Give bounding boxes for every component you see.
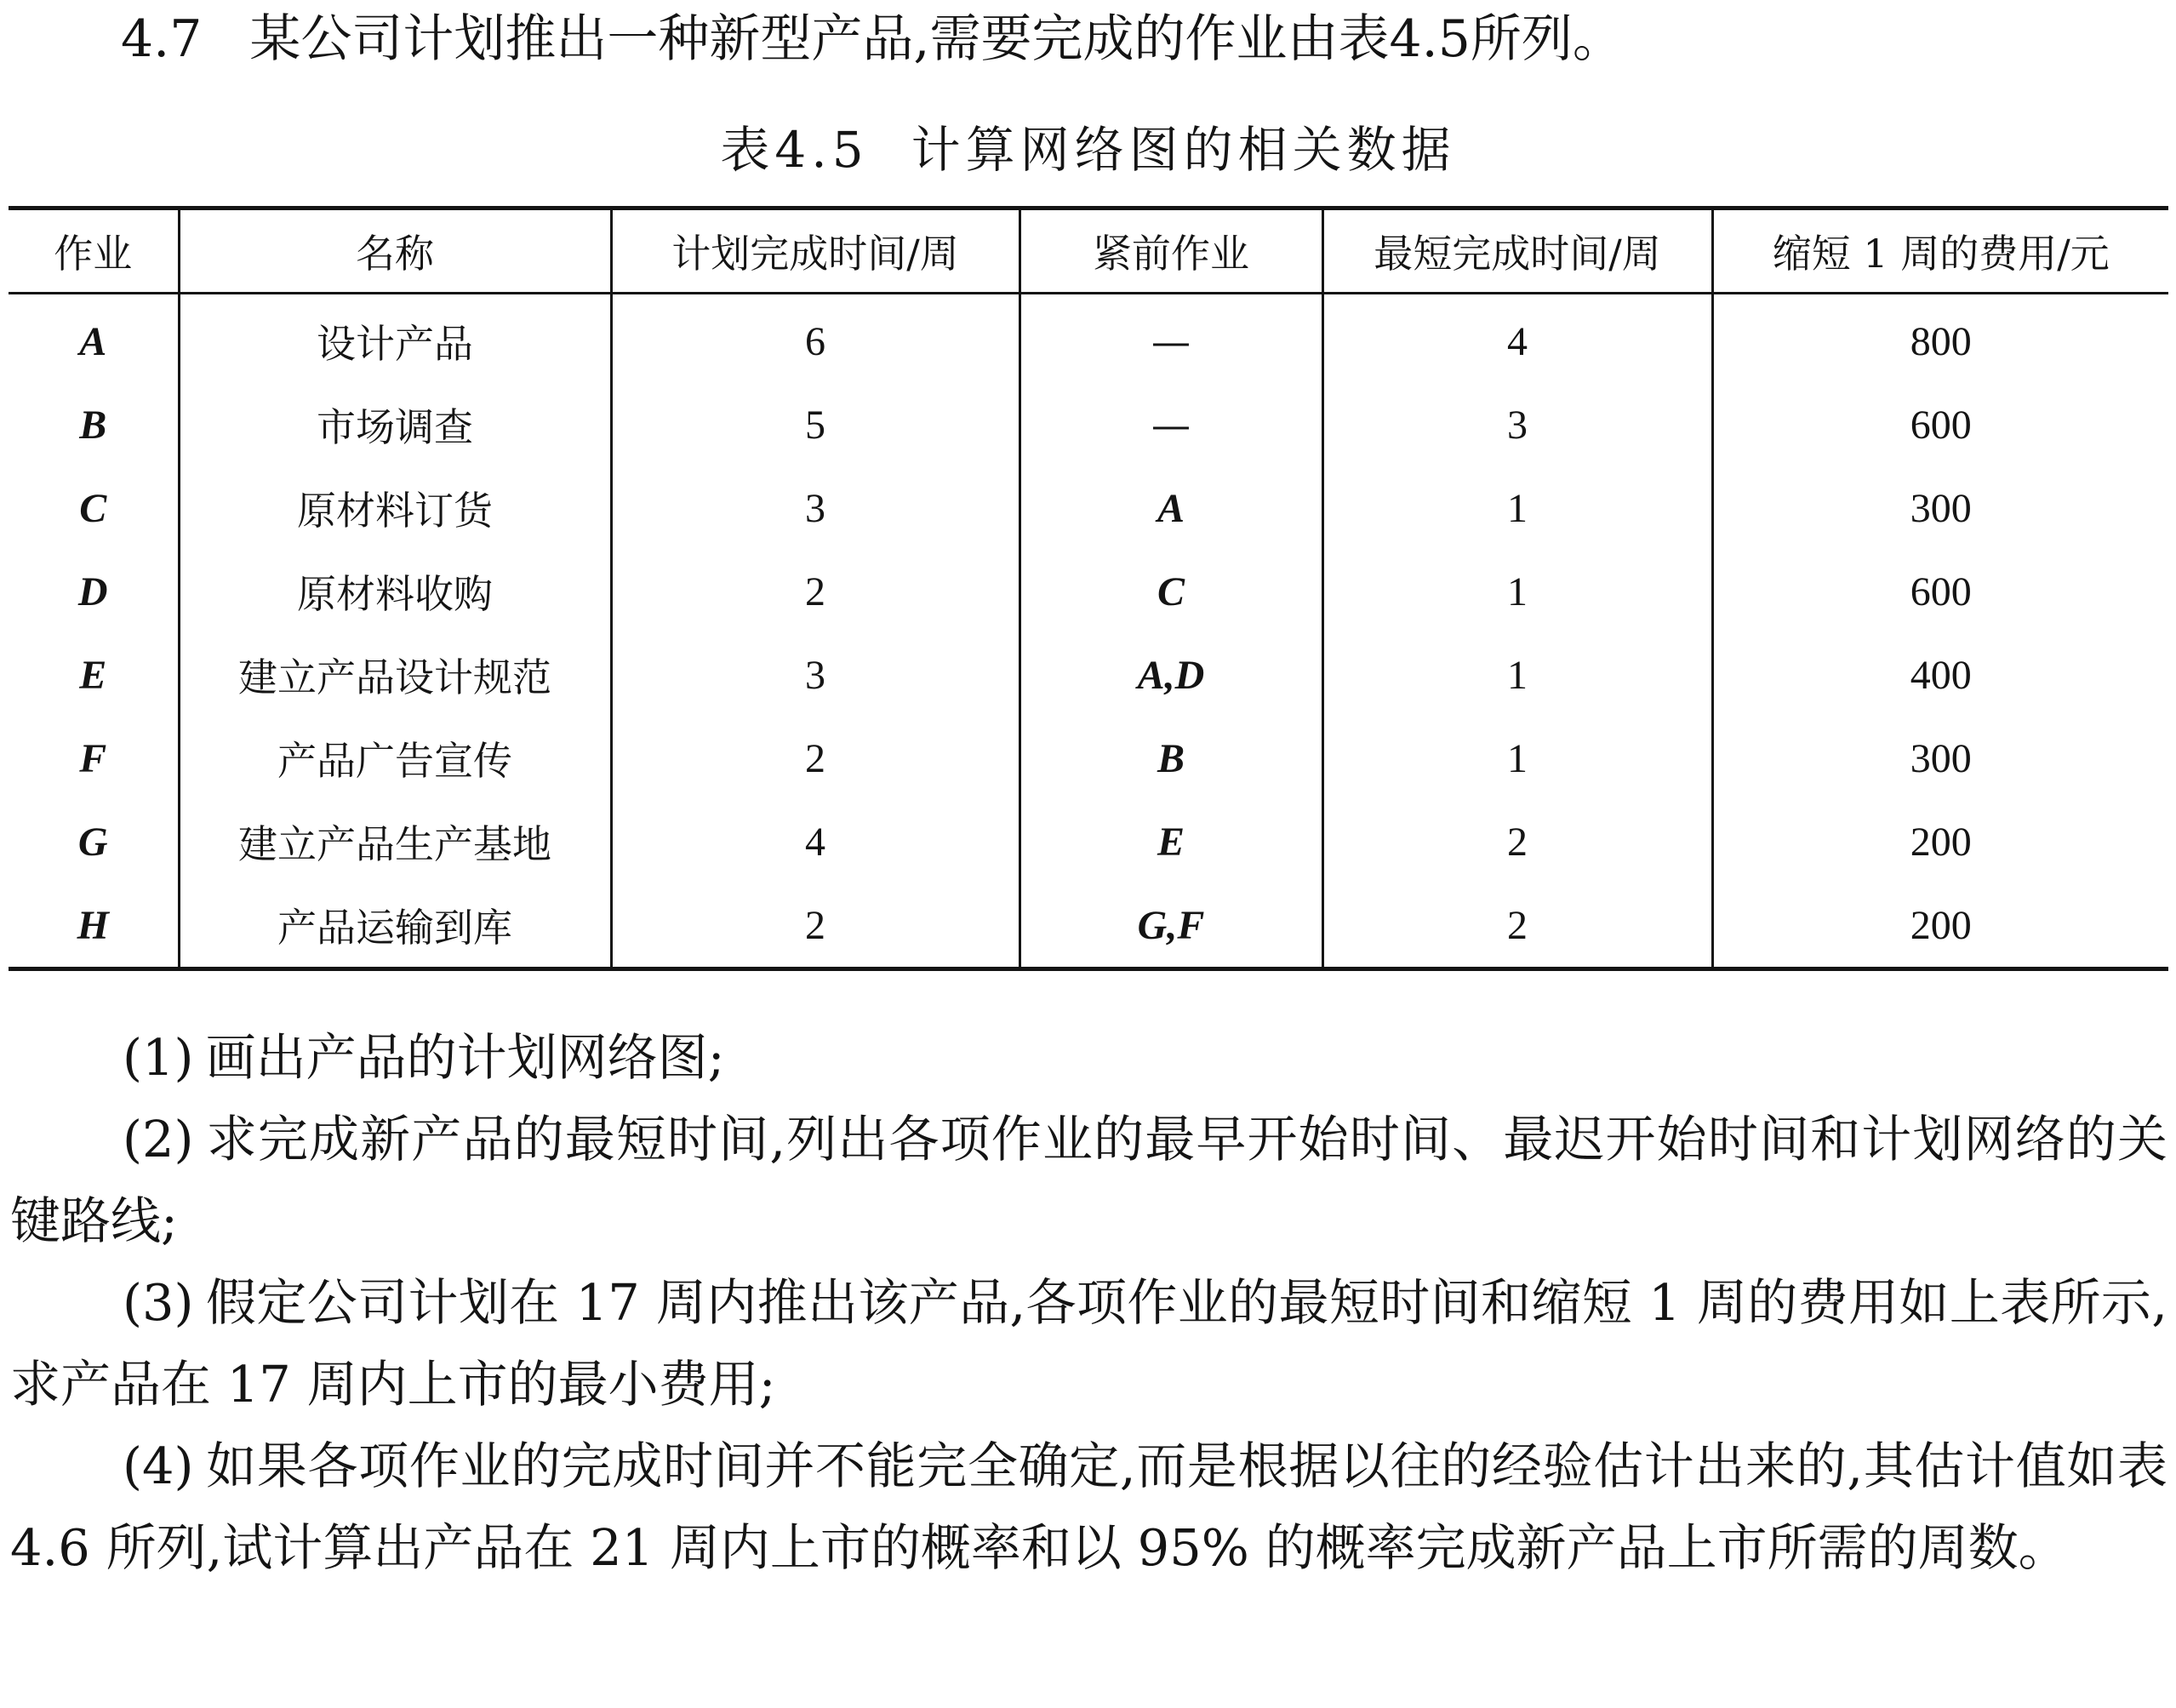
activity-name: 原材料订货 [179, 466, 611, 550]
predecessors: A [1019, 466, 1322, 550]
activity-id: B [79, 402, 107, 448]
problem-statement: 某公司计划推出一种新型产品,需要完成的作业由表4.5所列。 [249, 9, 1624, 69]
planned-time: 5 [611, 383, 1019, 466]
predecessors: — [1019, 294, 1322, 384]
planned-time: 3 [611, 466, 1019, 550]
table-row [9, 294, 2168, 384]
table-caption [0, 116, 2176, 184]
question-number: (2) [123, 1110, 194, 1168]
crash-cost: 200 [1712, 800, 2168, 883]
planned-time: 4 [611, 800, 1019, 883]
activity-id: F [79, 735, 107, 781]
shortest-time: 2 [1322, 883, 1712, 969]
shortest-time: 3 [1322, 383, 1712, 466]
shortest-time: 2 [1322, 800, 1712, 883]
table-header-row [9, 209, 2168, 294]
problem-heading [121, 5, 1624, 73]
crash-cost: 800 [1712, 294, 2168, 384]
question-text: 画出产品的计划网络图; [205, 1028, 725, 1087]
predecessors: E [1019, 800, 1322, 883]
shortest-time: 1 [1322, 633, 1712, 717]
crash-cost: 200 [1712, 883, 2168, 969]
question-text: 求完成新产品的最短时间,列出各项作业的最早开始时间、最迟开始时间和计划网络的关键路线; [10, 1110, 2167, 1250]
table-caption-title: 计算网络图的相关数据 [911, 121, 1456, 179]
question-item [10, 1262, 2167, 1425]
activity-name: 产品运输到库 [179, 883, 611, 969]
question-number: (1) [123, 1028, 194, 1087]
header-crash-cost: 缩短 1 周的费用/元 [1712, 209, 2168, 294]
question-text: 如果各项作业的完成时间并不能完全确定,而是根据以往的经验估计出来的,其估计值如表 4.6 所列,试计算出产品在 21 周内上市的概率和以 95% 的概率完成新产品上市所需的周数。 [10, 1437, 2167, 1577]
shortest-time: 1 [1322, 466, 1712, 550]
activity-table [9, 206, 2168, 971]
activity-name: 市场调查 [179, 383, 611, 466]
crash-cost: 300 [1712, 717, 2168, 800]
activity-name: 建立产品生产基地 [179, 800, 611, 883]
question-number: (3) [123, 1273, 194, 1332]
predecessors: B [1019, 717, 1322, 800]
crash-cost: 300 [1712, 466, 2168, 550]
crash-cost: 600 [1712, 550, 2168, 633]
table-row [9, 466, 2168, 550]
header-predecessors: 紧前作业 [1019, 209, 1322, 294]
predecessors: C [1019, 550, 1322, 633]
shortest-time: 1 [1322, 717, 1712, 800]
planned-time: 2 [611, 550, 1019, 633]
planned-time: 2 [611, 883, 1019, 969]
planned-time: 3 [611, 633, 1019, 717]
table-row [9, 633, 2168, 717]
activity-id: H [9, 883, 179, 969]
activity-id: G [77, 819, 108, 865]
activity-id: C [79, 485, 107, 531]
question-item [10, 1017, 2167, 1099]
predecessors: A,D [1019, 633, 1322, 717]
crash-cost: 600 [1712, 383, 2168, 466]
planned-time: 2 [611, 717, 1019, 800]
question-number: (4) [123, 1437, 194, 1495]
predecessors: — [1019, 383, 1322, 466]
planned-time: 6 [611, 294, 1019, 384]
predecessors: G,F [1019, 883, 1322, 969]
crash-cost: 400 [1712, 633, 2168, 717]
table-caption-number: 表4.5 [720, 121, 869, 179]
header-name: 名称 [179, 209, 611, 294]
table-row [9, 883, 2168, 969]
question-item [10, 1425, 2167, 1589]
question-text: 假定公司计划在 17 周内推出该产品,各项作业的最短时间和缩短 1 周的费用如上表所示,求产品在 17 周内上市的最小费用; [10, 1273, 2167, 1414]
table-row [9, 800, 2168, 883]
activity-id: D [77, 568, 108, 614]
question-list [10, 1017, 2167, 1589]
activity-name: 原材料收购 [179, 550, 611, 633]
activity-id: A [79, 318, 107, 364]
header-planned-time: 计划完成时间/周 [611, 209, 1019, 294]
activity-name: 设计产品 [179, 294, 611, 384]
activity-name: 建立产品设计规范 [179, 633, 611, 717]
table-row [9, 550, 2168, 633]
question-item [10, 1099, 2167, 1262]
shortest-time: 1 [1322, 550, 1712, 633]
table-row [9, 717, 2168, 800]
problem-number: 4.7 [121, 9, 203, 69]
shortest-time: 4 [1322, 294, 1712, 384]
activity-id: E [79, 652, 107, 698]
activity-name: 产品广告宣传 [179, 717, 611, 800]
header-activity: 作业 [9, 209, 179, 294]
table-row [9, 383, 2168, 466]
header-shortest-time: 最短完成时间/周 [1322, 209, 1712, 294]
